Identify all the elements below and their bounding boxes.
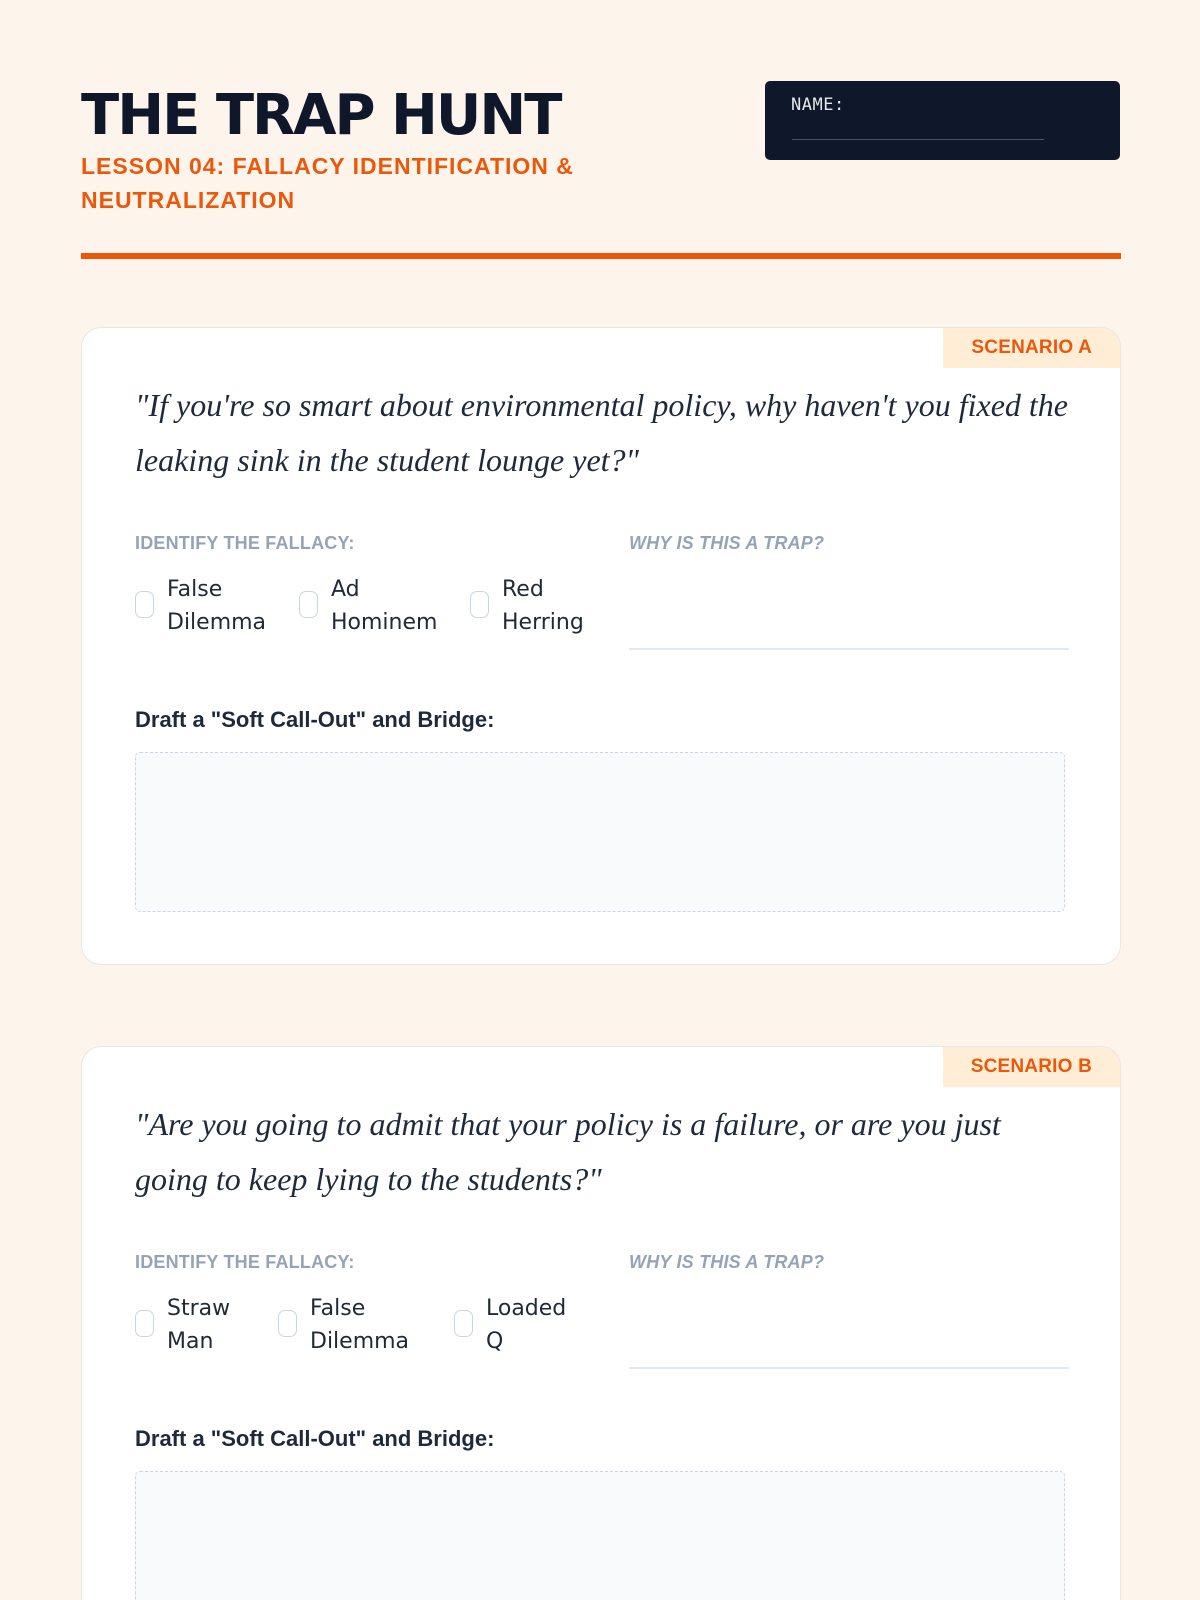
- scenario-quote: "Are you going to admit that your policy is a failure, or are you just going to keep lying to the students?": [135, 1106, 1001, 1197]
- checkbox[interactable]: [135, 1310, 154, 1337]
- scenario-tag: SCENARIO A: [943, 328, 1120, 368]
- checkbox[interactable]: [278, 1310, 297, 1337]
- option-label: Red Herring: [502, 577, 584, 635]
- why-trap-label: WHY IS THIS A TRAP?: [629, 533, 825, 553]
- draft-response-area[interactable]: [135, 752, 1065, 912]
- scenario-tag: SCENARIO B: [943, 1047, 1120, 1087]
- why-trap-label: WHY IS THIS A TRAP?: [629, 1252, 825, 1272]
- lesson-subtitle: LESSON 04: FALLACY IDENTIFICATION & NEUTRALIZATION: [81, 153, 574, 213]
- header-divider: [81, 253, 1121, 259]
- checkbox[interactable]: [454, 1310, 473, 1337]
- name-label: NAME:: [791, 95, 845, 115]
- why-answer-line[interactable]: [629, 648, 1069, 650]
- checkbox[interactable]: [470, 591, 489, 618]
- option-label: Loaded Q: [486, 1296, 567, 1354]
- identify-fallacy-label: IDENTIFY THE FALLACY:: [135, 533, 355, 553]
- name-underline: [792, 139, 1044, 140]
- draft-label: Draft a "Soft Call-Out" and Bridge:: [135, 707, 495, 732]
- scenario-card-b: [81, 1046, 1121, 1600]
- draft-label: Draft a "Soft Call-Out" and Bridge:: [135, 1426, 495, 1451]
- scenario-card-a: [81, 327, 1121, 965]
- option-label: False Dilemma: [167, 577, 267, 635]
- name-field[interactable]: [765, 81, 1120, 160]
- checkbox[interactable]: [299, 591, 318, 618]
- scenario-quote: "If you're so smart about environmental policy, why haven't you fixed the leaking sink in the student lounge yet?": [135, 387, 1068, 478]
- page-title: THE TRAP HUNT: [81, 83, 561, 148]
- checkbox[interactable]: [135, 591, 154, 618]
- option-label: Straw Man: [167, 1296, 231, 1354]
- option-label: False Dilemma: [310, 1296, 410, 1354]
- draft-response-area[interactable]: [135, 1471, 1065, 1600]
- option-label: Ad Hominem: [331, 577, 438, 635]
- why-answer-line[interactable]: [629, 1367, 1069, 1369]
- identify-fallacy-label: IDENTIFY THE FALLACY:: [135, 1252, 355, 1272]
